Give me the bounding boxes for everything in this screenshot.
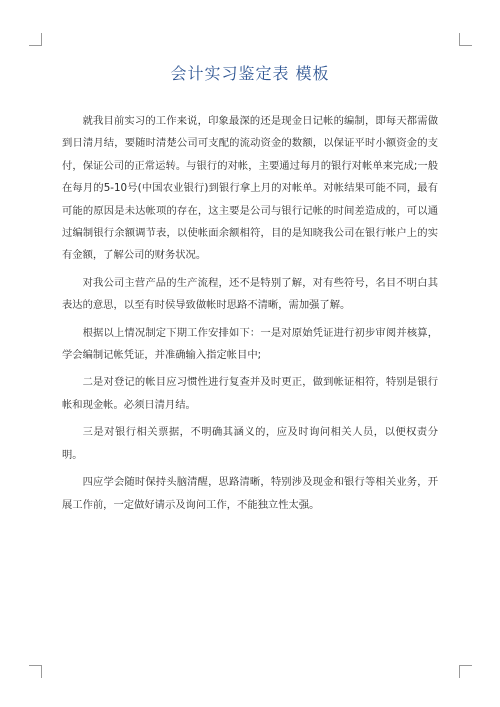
crop-mark-top-right [459, 33, 472, 46]
paragraph-1: 就我目前实习的工作来说，印象最深的还是现金日记帐的编制，即每天都需做到日清月结，要随时清楚公司可支配的流动资金的数额，以保证平时小额资金的支付，保证公司的正常运转。与银行的对帐，主要通过每月的银行对帐单来完成;一般在每月的5-10号(中国农业银行)到银行拿上月的对帐单。对帐结果可能不同，最有可能的原因是未达帐项的存在，这主要是公司与银行记帐的时间差造成的，可以通过编制银行余额调节表，以使帐面余额相符，目的是知晓我公司在银行帐户上的实有金额，了解公司的财务状况。 [62, 115, 438, 262]
paragraph-5: 三是对银行相关票据，不明确其涵义的，应及时询问相关人员，以便权责分明。 [62, 426, 438, 461]
crop-mark-bottom-left [29, 665, 42, 678]
paragraph-3: 根据以上情况制定下期工作安排如下：一是对原始凭证进行初步审阅并核算，学会编制记帐凭证，并准确输入指定帐目中; [62, 326, 438, 362]
document-title: 会计实习鉴定表 模板 [170, 64, 330, 83]
crop-mark-bottom-right [459, 665, 472, 678]
paragraph-6: 四应学会随时保持头脑清醒，思路清晰，特别涉及现金和银行等相关业务，开展工作前，一定做好请示及询问工作，不能独立性太强。 [62, 476, 438, 511]
document-body [62, 110, 438, 521]
crop-mark-top-left [29, 33, 42, 46]
paragraph-4: 二是对登记的帐目应习惯性进行复查并及时更正，做到帐证相符，特别是银行帐和现金帐。必须日清月结。 [62, 376, 438, 411]
paragraph-2: 对我公司主营产品的生产流程，还不是特别了解，对有些符号，名目不明白其表达的意思，以至有时侯导致做帐时思路不清晰，需加强了解。 [62, 276, 438, 312]
